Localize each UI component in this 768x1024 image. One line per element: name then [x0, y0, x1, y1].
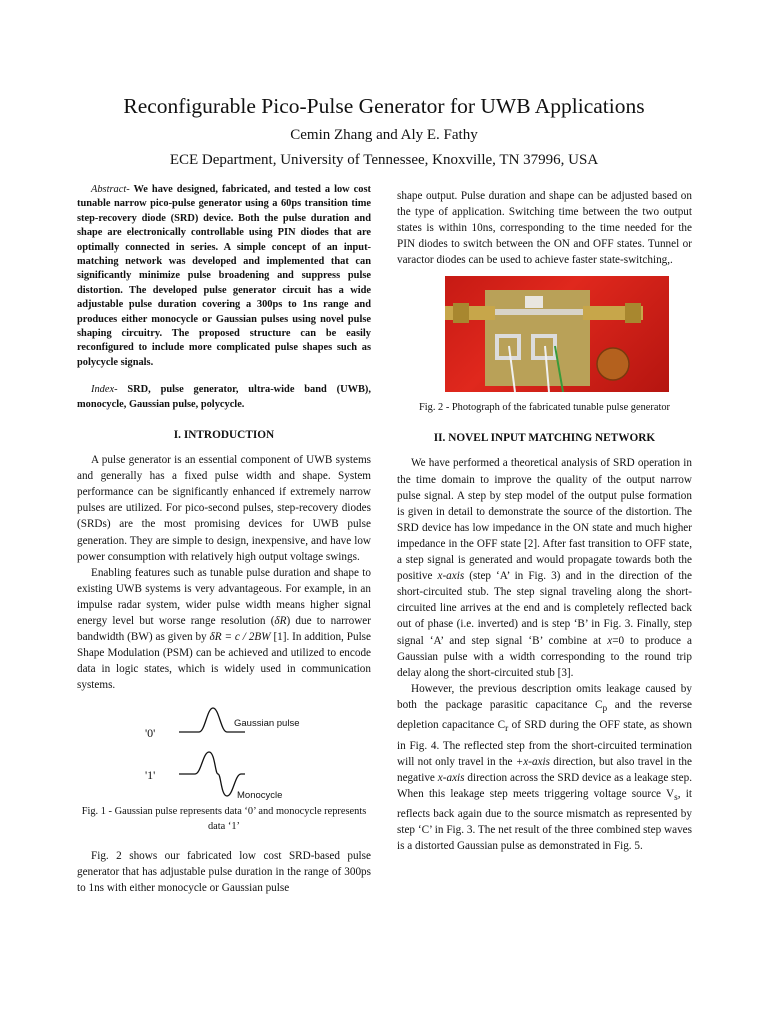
- index-terms-text: SRD, pulse generator, ultra-wide band (UWB), monocycle, Gaussian pulse, polycycle.: [77, 384, 371, 410]
- input-connector: [445, 306, 495, 320]
- matching-p2-xaxis: x-axis: [437, 771, 465, 784]
- microstrip-line: [495, 309, 583, 315]
- fig2-photo-drawing: [445, 276, 669, 392]
- fig1-gaussian-label: Gaussian pulse: [234, 717, 300, 729]
- matching-p2-plus-xaxis: +x-axis: [515, 755, 550, 768]
- matching-p1-x: x: [607, 634, 613, 647]
- fig1-waveforms: [77, 702, 371, 804]
- matching-p2-part-b: and the reverse depletion capacitance C: [397, 698, 692, 732]
- vs-subscript: s: [674, 793, 678, 804]
- cr-subscript: r: [505, 724, 509, 735]
- matching-p2-part-e: direction across the SRD device as a leakage step. When this leakage step meets triggering voltage source V: [397, 771, 692, 800]
- penny-coin: [597, 348, 629, 380]
- paper-affiliation: ECE Department, University of Tennessee, Knoxville, TN 37996, USA: [169, 152, 599, 168]
- index-terms-label: Index-: [91, 384, 118, 396]
- index-terms: [77, 383, 371, 412]
- fig2-caption: Fig. 2 - Photograph of the fabricated tunable pulse generator: [418, 402, 671, 414]
- abstract-text: We have designed, fabricated, and tested a low cost tunable narrow pico-pulse generator using a 60ps transition time step-recovery diode (SRD) device. Both the pulse duration and shape are electronically controllable using PIN diodes that are optimally connected in series. A simple concept of an input-matching network was developed and implemented that can significantly minimize pulse broadening and suppress pulse distortion. The developed pulse generator circuit has a wide adjustable pulse duration covering a 300ps to 1ns range and produces either monocycle or Gaussian pulses using novel pulse shaping circuitry. The proposed structure can be easily reconfigured to include more complicated pulse shapes such as polycycle signals.: [77, 184, 371, 368]
- range-resolution-symbol: δR: [274, 615, 287, 628]
- figure-1: [77, 702, 371, 804]
- intro-paragraph-1: A pulse generator is an essential component of UWB systems and generally has a fixed pulse width and shape. System performance can be significantly enhanced if extremely narrow pulses are utilized. For pico-second pulses, step-recovery diodes (SRDs) are the most promising devices for UWB pulse generation. They are simple to design, inexpensive, and have low power consumption with relatively high output voltage swings.: [77, 454, 371, 563]
- abstract: [77, 183, 371, 370]
- fig2-photograph: [445, 276, 669, 392]
- right-column: [397, 188, 692, 854]
- matching-p2-part-c: of SRD during the OFF state, as shown in Fig. 4. The reflected step from the short-circuited termination will not only travel in the: [397, 719, 692, 768]
- fig1-monocycle-label: Monocycle: [237, 789, 283, 801]
- intro-p2-part-c: [1]. In addition, Pulse Shape Modulation (PSM) can be achieved and utilized to encode data in logic states, which is widely used in communication systems.: [77, 631, 371, 692]
- left-column: [77, 183, 371, 896]
- circuit-label-sticker: [525, 296, 543, 308]
- range-resolution-equation: δR = c / 2BW: [209, 631, 271, 644]
- section-heading-introduction: I. INTRODUCTION: [173, 429, 275, 442]
- input-connector-nut: [453, 303, 469, 323]
- matching-p1-part-c: =0 to produce a Gaussian pulse with a width corresponding to the round trip delay along the short-circuited stub [3].: [397, 634, 692, 679]
- matching-p2-part-a: However, the previous description omits leakage caused by both the package parasitic capacitance C: [397, 682, 692, 711]
- intro-paragraph-3-continued: shape output. Pulse duration and shape can be adjusted based on the type of application. Switching time between the two output states is within 10ns, corresponding to the time needed for the PIN diodes to switch between the ON and OFF states. Tunnel or varactor diodes can be used to achieve faster state-switching,.: [397, 190, 692, 267]
- matching-paragraph-2: [397, 681, 692, 855]
- paper-authors: Cemin Zhang and Aly E. Fathy: [290, 127, 478, 143]
- section-heading-matching-network: II. NOVEL INPUT MATCHING NETWORK: [433, 432, 656, 445]
- output-connector-nut: [625, 303, 641, 323]
- monocycle-waveform: [179, 752, 245, 796]
- paper-title: Reconfigurable Pico-Pulse Generator for UWB Applications: [123, 94, 645, 118]
- intro-paragraph-2: [77, 565, 371, 694]
- intro-paragraph-3: Fig. 2 shows our fabricated low cost SRD-based pulse generator that has adjustable pulse duration in the range of 300ps to 1ns with either monocycle or Gaussian pulse: [77, 849, 371, 894]
- fig1-label-zero: '0': [145, 725, 156, 740]
- intro-p2-part-b: ) due to narrower bandwidth (BW) as given by: [77, 615, 371, 644]
- matching-p1-xaxis: x-axis: [437, 570, 465, 583]
- fig1-caption: Fig. 1 - Gaussian pulse represents data ‘0’ and monocycle represents data ‘1’: [81, 805, 367, 832]
- matching-p1-part-b: (step ‘A’ in Fig. 3) and in the direction of the short-circuited stub. The step signal traveling along the short-circuited line arrives at the end and is completely reflected back out of phase (i.e. inverted) and is step ‘B’ in Fig. 3. Finally, step signal ‘A’ and step signal ‘B’ combine at: [397, 570, 692, 647]
- abstract-label: Abstract-: [91, 184, 130, 195]
- matching-paragraph-1: [397, 455, 692, 680]
- matching-p1-part-a: We have performed a theoretical analysis of SRD operation in the time domain to improve the quality of the output narrow pulse signal. A step by step model of the output pulse formation is given in detail to demonstrate the source of the distortion. The SRD device has low impedance in the ON state and much higher impedance in the OFF state [2]. After fast transition to OFF state, a step signal is generated and would propagate towards both the positive: [397, 457, 692, 583]
- cp-subscript: p: [602, 704, 608, 715]
- matching-p2-part-d: direction, but also travel in the negative: [397, 755, 692, 784]
- fig1-label-one: '1': [145, 767, 156, 782]
- matching-p2-part-f: , it reflects back again due to the source mismatch as represented by step ‘C’ in Fig. 3. The net result of the three combined step waves is a distorted Gaussian pulse as demonstrated in Fig. 5.: [397, 787, 692, 853]
- intro-p2-part-a: Enabling features such as tunable pulse duration and shape to existing UWB systems is very advantageous. For example, in an impulse radar system, wider pulse width means higher signal energy level but worse range resolution (: [77, 566, 371, 628]
